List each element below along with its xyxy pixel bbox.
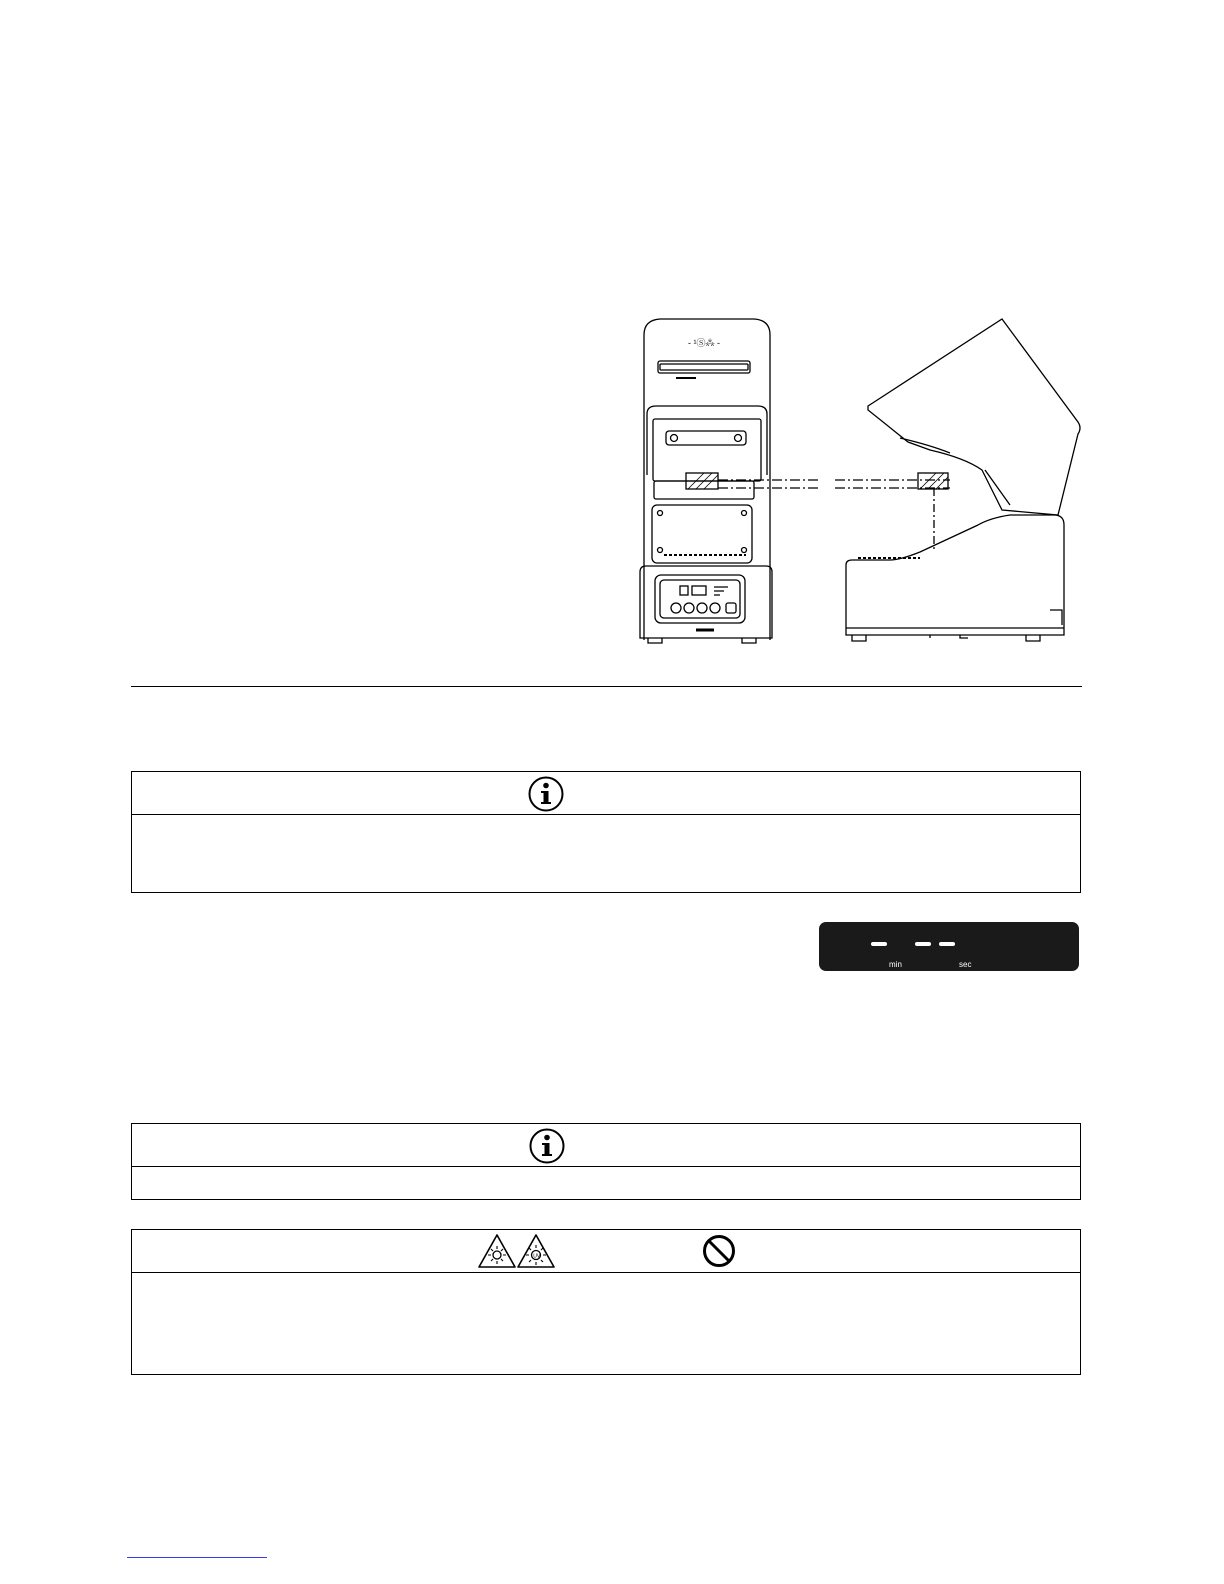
note-box-1-body xyxy=(132,815,1080,892)
warning-box xyxy=(131,1229,1081,1375)
info-icon xyxy=(529,1128,565,1164)
info-icon xyxy=(528,776,564,812)
note-box-2 xyxy=(131,1123,1081,1200)
reference-line xyxy=(718,480,950,550)
section-divider xyxy=(131,686,1082,687)
warning-box-body xyxy=(132,1273,1080,1374)
device-side-view xyxy=(846,319,1080,641)
seconds-digit-segment-tens xyxy=(915,942,931,946)
note-box-1 xyxy=(131,771,1081,893)
note-box-2-body xyxy=(132,1167,1080,1199)
uv-light-hazard-icon xyxy=(516,1233,556,1269)
minutes-label: min xyxy=(889,960,902,969)
timer-display xyxy=(819,922,1079,971)
minutes-digit-segment xyxy=(871,942,887,946)
svg-text:- ¹Ⓢ⁂ -: - ¹Ⓢ⁂ - xyxy=(688,338,720,348)
warning-box-header xyxy=(132,1230,1080,1273)
note-box-2-header xyxy=(132,1124,1080,1167)
prohibition-icon xyxy=(702,1234,736,1268)
svg-text:UV: UV xyxy=(533,1253,541,1260)
footnote-rule xyxy=(127,1557,267,1558)
seconds-digit-segment-ones xyxy=(939,942,955,946)
note-box-1-header xyxy=(132,772,1080,815)
light-hazard-icon xyxy=(477,1233,517,1269)
device-front-view xyxy=(640,319,772,643)
device-illustration xyxy=(630,310,1100,660)
seconds-label: sec xyxy=(959,960,972,969)
